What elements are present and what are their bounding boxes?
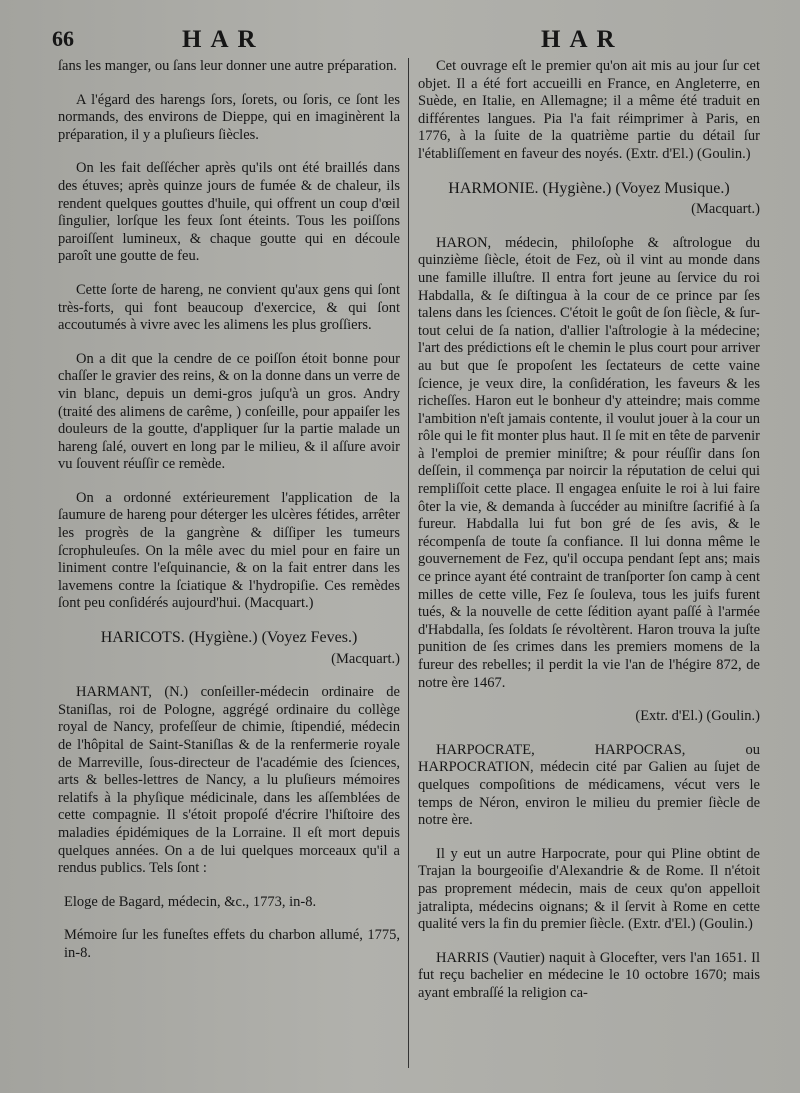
page-header — [0, 26, 800, 56]
right-attribution: (Macquart.) — [691, 201, 760, 218]
left-paragraph: A l'égard des harengs ſors, ſorets, ou ſoris, ce ſont les normands, des environs de Dieppe, qui en imaginèrent la préparation, il y a pluſieurs ſiècles. — [58, 91, 400, 143]
left-paragraph: On a dit que la cendre de ce poiſſon étoit bonne pour chaſſer le gravier des reins, & on la donne dans un verre de vin blanc, depuis un demi-gros juſqu'à un gros. Andry (traité des alimens de carême, ) conſeille, pour appaiſer les douleurs de la goutte, d'appliquer ſur la partie malade un hareng ſalé, ouvert en long par le milieu, & il aſſure avoir vu ſouvent réuſſir ce remède. — [58, 350, 400, 473]
left-paragraph: ſans les manger, ou ſans leur donner une autre préparation. — [58, 58, 397, 74]
right-paragraph: HARON, médecin, philoſophe & aſtrologue du quinzième ſiècle, étoit de Fez, où il vint au monde dans une famille illuſtre. Il entra fort jeune au ſervice du roi Habdalla, & ſe diſtingua à la cour de ce prince par ſes talens dans les ſciences. C'étoit le goût de ſon ſiècle, & ſur-tout celui de ſa nation, d'allier l'aſtrologie à la médecine; l'art des prédictions eſt le chemin le plus court pour arriver au but que ſe propoſent les ſectateurs de cette vaine ſcience, je veux dire, la conſidération, les faveurs & les richeſſes. Haron eut le bonheur d'y atteindre; mais comme l'ambition n'eſt jamais contente, il voulut jouer à la cour un rôle qui le fit monter plus haut. Il ſe mit en tête de parvenir à l'emploi de premier miniſtre; & pour réuſſir dans ſon deſſein, il commença par noircir la réputation de celui qui rempliſſoit cette place. Il engagea enſuite le roi à lui faire ôter la vie, & demanda à ſuccéder au miniſtre ſacrifié à ſa fureur. Habdalla lui fut bon gré de ſes avis, & le récompenſa de toute ſa confiance. Il lui donna même le gouvernement de Fez, qu'il occupa pendant ſept ans; mais ce prince ayant été contraint de tranſporter ſon camp à cent milles de cette ville, Fez ſe ſouleva, tous les juifs furent tués, & la nouvelle de cette ſédition ayant paſſé à l'armée d'Habdalla, ſes ſoldats ſe révoltèrent. Haron trouva la juſte punition de ſes crimes dans les premiers momens de la fureur des rebelles; il perdit la vie l'an de l'hégire 872, de notre ère 1467. — [418, 234, 760, 691]
column-rule — [408, 58, 409, 1068]
left-paragraph: On a ordonné extérieurement l'application de la ſaumure de hareng pour déterger les ulcères fétides, arrêter les progrès de la gangrène & diſſiper les tumeurs ſcrophuleuſes. On la mêle avec du miel pour en faire un liniment contre l'eſquinancie, & on la fait entrer dans les lavemens contre la ſciatique & l'hydropiſie. Ces remèdes ſont peu conſidérés aujourd'hui. (Macquart.) — [58, 489, 400, 612]
left-column — [58, 58, 400, 979]
right-paragraph: HARPOCRATE, HARPOCRAS, ou HARPOCRATION, médecin cité par Galien au ſujet de quelques compoſitions de médicamens, vécut vers le temps de Néron, environ le milieu du premier ſiècle de notre ère. — [418, 741, 760, 829]
right-entry-heading: HARMONIE. (Hygiène.) (Voyez Musique.) — [448, 179, 730, 197]
right-paragraph: HARRIS (Vautier) naquit à Glocefter, vers l'an 1651. Il fut reçu bachelier en médecine le 10 octobre 1670; mais ayant embraſſé la religion ca- — [418, 949, 760, 1001]
right-paragraph: Cet ouvrage eſt le premier qu'on ait mis au jour ſur cet objet. Il a été fort accueilli en France, en Angleterre, en Suède, en Italie, en Allemagne; il a même été traduit en différentes langues. Pia l'a fait réimprimer à Paris, en 1776, à la ſuite de la quatrième partie du détail ſur l'établiſſement en faveur des noyés. (Extr. d'El.) (Goulin.) — [418, 58, 760, 162]
left-bibliography-item: Mémoire ſur les funeſtes effets du charbon allumé, 1775, in-8. — [64, 927, 400, 961]
running-head-left: HAR — [182, 26, 265, 53]
left-entry-heading: HARICOTS. (Hygiène.) (Voyez Feves.) — [100, 629, 358, 647]
page-number: 66 — [52, 26, 74, 51]
left-paragraph: Cette ſorte de hareng, ne convient qu'aux gens qui ſont très-forts, qui font beaucoup d'exercice, & qui ſont accoutumés à vivre avec les alimens les plus groſſiers. — [58, 281, 400, 334]
left-paragraph: On les fait deſſécher après qu'ils ont été braillés dans des étuves; après quinze jours de fumée & de chaleur, ils rendent quelques gouttes d'huile, qui offrent un coup d'œil ſingulier, lorſque les feux ſont éteints. Tous les poiſſons paroiſſent lumineux, & chaque goutte qui en découle paroît une goutte de feu. — [58, 160, 400, 265]
running-head-right: HAR — [541, 26, 624, 53]
left-bibliography-item: Eloge de Bagard, médecin, &c., 1773, in-8. — [64, 893, 317, 910]
left-attribution: (Macquart.) — [331, 650, 400, 667]
right-attribution: (Extr. d'El.) (Goulin.) — [635, 708, 760, 725]
left-paragraph: HARMANT, (N.) conſeiller-médecin ordinaire de Staniſlas, roi de Pologne, aggrégé ordinaire du collège royal de Nancy, profeſſeur de chimie, ſtipendié, médecin de l'hôpital de Saint-Staniſlas & de la renfermerie royale de Marreville, ſous-directeur de l'académie des ſciences, arts & belles-lettres de Nancy, a lu pluſieurs mémoires relatifs à la phyſique médicinale, dans les aſſemblées de cette compagnie. Il s'étoit propoſé d'écrire l'hiſtoire des maladies épidémiques de la Lorraine. Il eſt mort depuis quelques années. On a de lui quelques morceaux qu'il a rendus publics. Tels ſont : — [58, 684, 400, 877]
right-paragraph: Il y eut un autre Harpocrate, pour qui Pline obtint de Trajan la bourgeoiſie d'Alexandrie & de Rome. Il n'étoit pas proprement médecin, mais de ceux qu'on appelloit jatralipta, médecins oignans; & il ſervit à Rome en cette qualité vers la fin du premier ſiècle. (Extr. d'El.) (Goulin.) — [418, 845, 760, 933]
right-column — [418, 58, 760, 1003]
